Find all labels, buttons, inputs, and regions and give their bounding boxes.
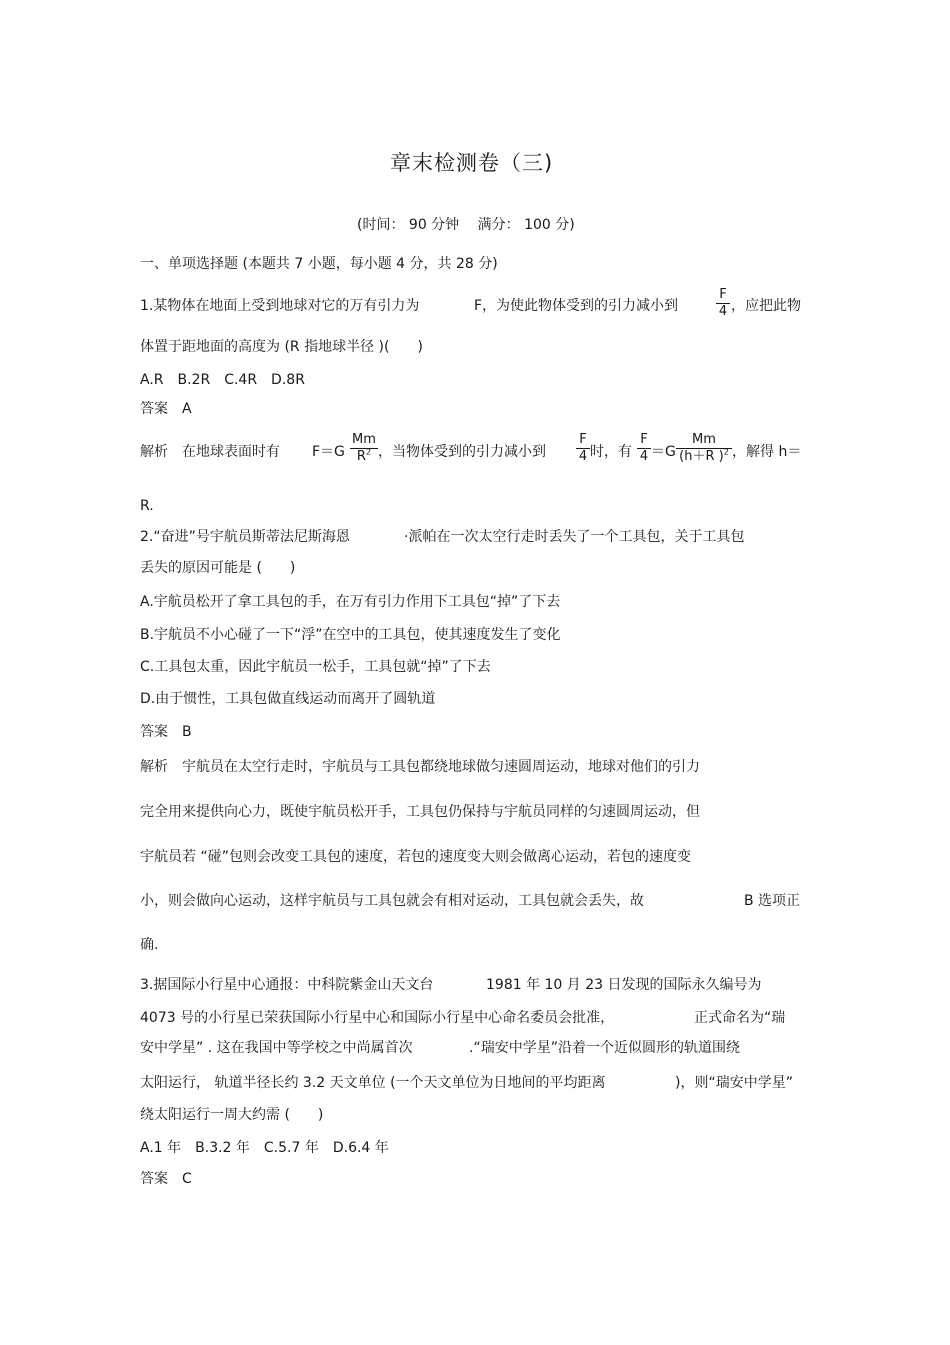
q2-explanation-line4: 小，则会做向心运动，这样宇航员与工具包就会有相对运动，工具包就会丢失，故 (140, 893, 644, 909)
q1-explanation-intro: 解析 在地球表面时有 (140, 444, 280, 460)
q2-option-b: B.宇航员不小心碰了一下“浮”在空中的工具包，使其速度发生了变化 (140, 627, 561, 643)
page-title: 章末检测卷（三) (390, 151, 554, 175)
q3-text-line2a: 4073 号的小行星已荣获国际小行星中心和国际小行星中心命名委员会批准， (140, 1010, 615, 1026)
q2-explanation-line3: 宇航员若 “碰”包则会改变工具包的速度，若包的速度变大则会做离心运动，若包的速度变 (140, 849, 691, 865)
q1-frac-den: 4 (718, 304, 728, 319)
q1-explanation-formula3-frac (637, 433, 651, 464)
q2-option-c: C.工具包太重，因此宇航员一松手，工具包就“掉”了下去 (140, 659, 491, 675)
q3-text-line4b: )，则“瑞安中学星” (675, 1075, 793, 1091)
q3-answer: 答案 C (140, 1171, 192, 1187)
q1-exp-f4-num: Mm (692, 432, 716, 447)
q3-text-line1a: 3.据国际小行星中心通报：中科院紫金山天文台 (140, 977, 434, 993)
q1-exp-f3-den: 4 (639, 449, 649, 464)
q1-explanation-formula1-lhs: F＝G (312, 444, 345, 460)
q1-exp-f1-den-wrap: $R^2$ (356, 447, 372, 464)
q2-text-part2: ·派帕在一次太空行走时丢失了一个工具包，关于工具包 (404, 529, 745, 545)
q1-explanation-end: R. (140, 498, 154, 514)
q1-explanation-mid: ，当物体受到的引力减小到 (378, 444, 546, 460)
q1-explanation-formula4-frac (676, 433, 732, 464)
q3-text-line1b: 1981 年 10 月 23 日发现的国际永久编号为 (486, 977, 762, 993)
q3-text-line3a: 安中学星” . 这在我国中等学校之中尚属首次 (140, 1040, 413, 1056)
q1-exp-f4-den: (h＋R ) (679, 449, 724, 464)
q1-text-part2: F，为使此物体受到的引力减小到 (474, 298, 679, 314)
q1-text-line2: 体置于距地面的高度为 (R 指地球半径 )( ) (140, 339, 423, 355)
q2-option-d: D.由于惯性，工具包做直线运动而离开了圆轨道 (140, 691, 436, 707)
q3-text-line5: 绕太阳运行一周大约需 ( ) (140, 1107, 324, 1123)
q1-text-part1: 1.某物体在地面上受到地球对它的万有引力为 (140, 298, 420, 314)
q1-exp-f2-num: F (579, 432, 587, 447)
section-heading: 一、单项选择题 (本题共 7 小题，每小题 4 分，共 28 分) (140, 256, 498, 272)
q1-fraction (716, 288, 730, 319)
exam-meta: (时间： 90 分钟 满分： 100 分) (357, 217, 575, 233)
q1-text-part3: ，应把此物 (731, 298, 801, 314)
q2-option-a: A.宇航员松开了拿工具包的手，在万有引力作用下工具包“掉”了下去 (140, 594, 561, 610)
q3-text-line2b: 正式命名为“瑞 (694, 1010, 786, 1026)
q1-answer: 答案 A (140, 401, 192, 417)
q2-explanation-line4-end: B 选项正 (744, 893, 801, 909)
q2-explanation-line2: 完全用来提供向心力，既使宇航员松开手，工具包仍保持与宇航员同样的匀速圆周运动，但 (140, 804, 700, 820)
q1-explanation-result: ，解得 h＝ (732, 444, 802, 460)
q3-options: A.1 年 B.3.2 年 C.5.7 年 D.6.4 年 (140, 1140, 389, 1156)
q1-exp-f1-den: R (356, 449, 366, 464)
q2-explanation-line1: 解析 宇航员在太空行走时，宇航员与工具包都绕地球做匀速圆周运动，地球对他们的引力 (140, 759, 700, 775)
q1-exp-f2-den: 4 (578, 449, 588, 464)
q2-text-line2: 丢失的原因可能是 ( ) (140, 560, 296, 576)
q1-exp-f3-num: F (640, 432, 648, 447)
q1-frac-num: F (719, 287, 727, 302)
q2-answer: 答案 B (140, 724, 192, 740)
q3-text-line3b: .“瑞安中学星”沿着一个近似圆形的轨道围绕 (469, 1040, 740, 1056)
q1-explanation-eq-g: ＝G (651, 444, 676, 460)
q1-exp-f1-num: Mm (352, 432, 376, 447)
q2-text-part1: 2.“奋进”号宇航员斯蒂法尼斯海恩 (140, 529, 350, 545)
q1-exp-f4-den-wrap: (h＋R )$^2$ (679, 447, 729, 464)
q1-options: A.R B.2R C.4R D.8R (140, 372, 305, 388)
q3-text-line4a: 太阳运行， 轨道半径长约 3.2 天文单位 (一个天文单位为日地间的平均距离 (140, 1075, 606, 1091)
q1-explanation-formula1-frac (350, 433, 378, 464)
q1-explanation-shi: 时，有 (590, 444, 632, 460)
q2-explanation-line5: 确. (140, 937, 159, 953)
q1-explanation-formula2-frac (576, 433, 590, 464)
